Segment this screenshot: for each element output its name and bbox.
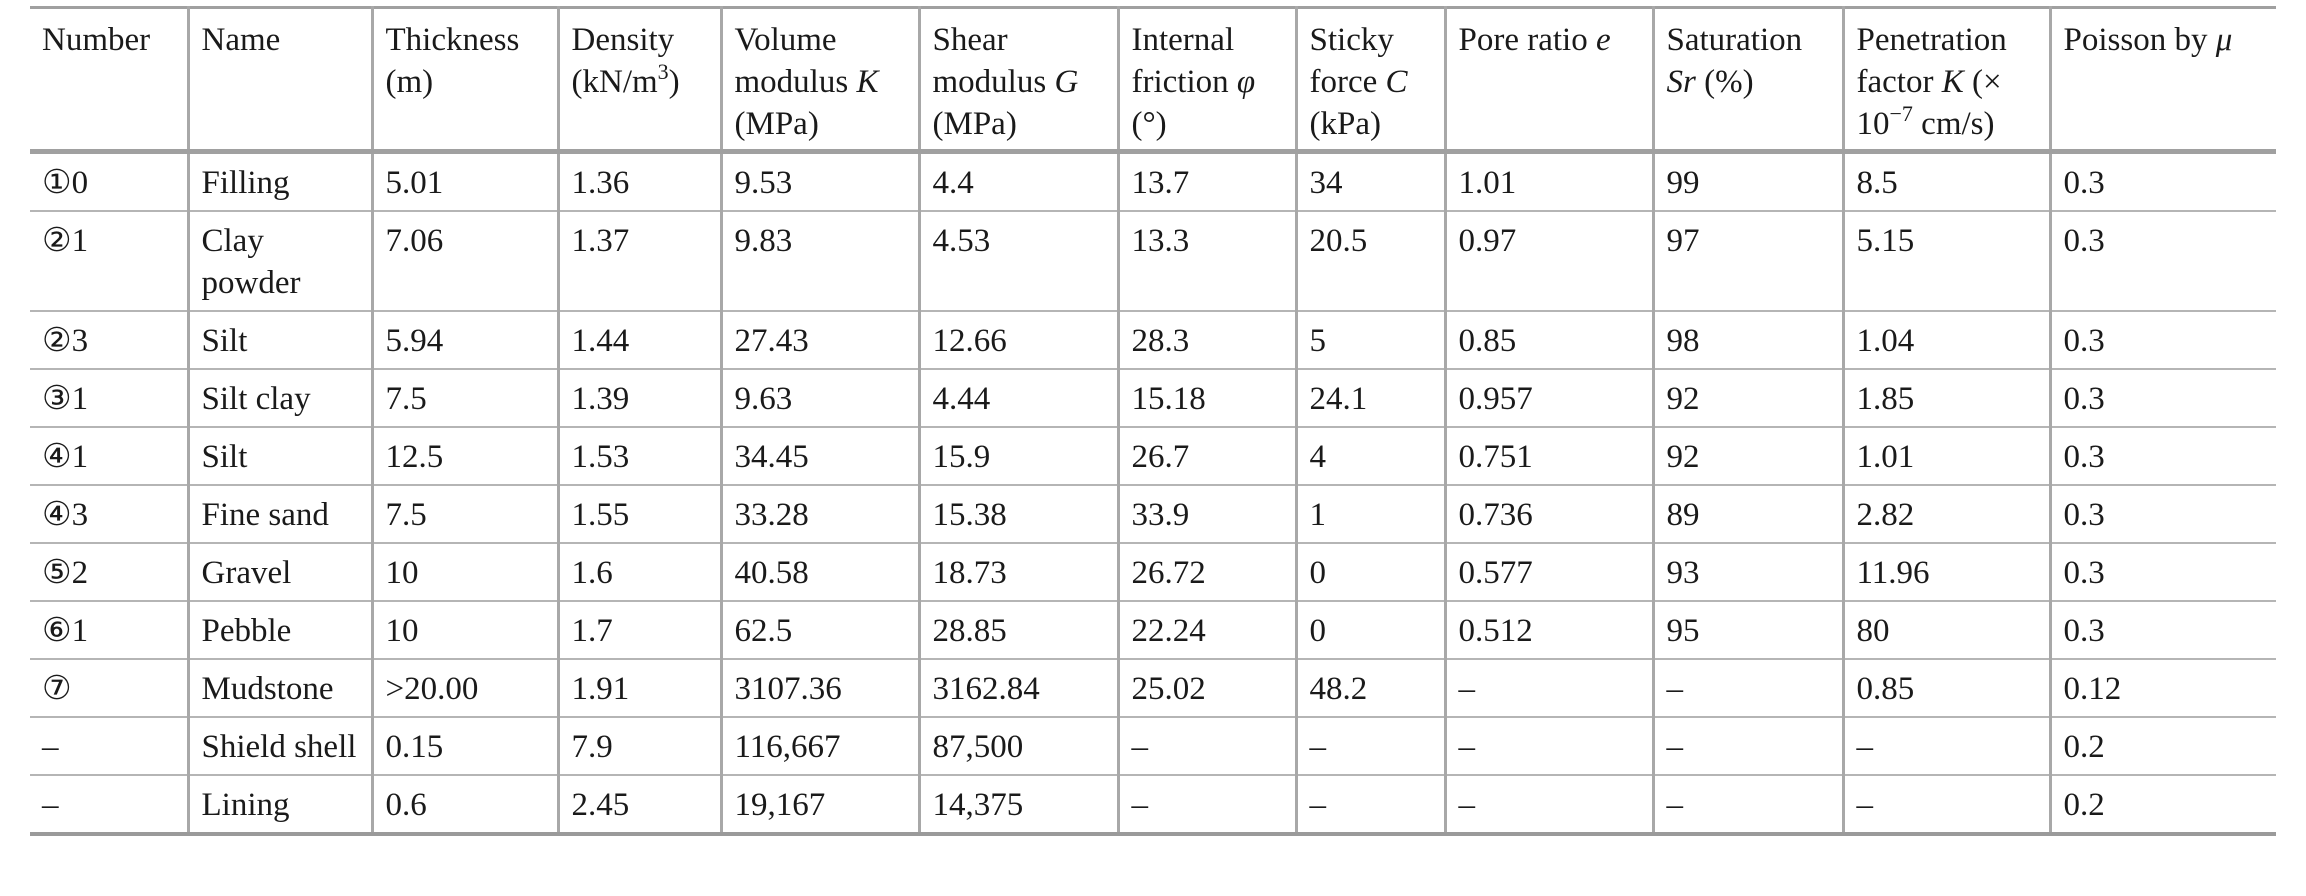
table-row [30,775,2276,834]
table-row [30,485,2276,543]
column-header-penetration-factor [1843,8,2050,152]
column-header-saturation [1653,8,1843,152]
header-text-pre: Name [201,22,281,58]
cell-penetration-factor: 1.85 [1843,369,2050,427]
cell-sticky-force: 5 [1296,311,1445,369]
soil-parameters-table [30,6,2276,836]
header-text-post: (MPa) [932,106,1017,142]
column-header-density [558,8,721,152]
cell-internal-friction: 15.18 [1118,369,1296,427]
cell-thickness: 7.5 [372,485,558,543]
cell-sticky-force: 0 [1296,543,1445,601]
column-header-internal-friction [1118,8,1296,152]
header-text-sup: 3 [657,59,669,84]
cell-pore-ratio: 0.85 [1445,311,1653,369]
cell-saturation: 92 [1653,427,1843,485]
table-row [30,211,2276,311]
cell-number: ④3 [30,485,188,543]
column-header-name [188,8,372,152]
table-body [30,152,2276,835]
column-header-sticky-force [1296,8,1445,152]
cell-number: ⑥1 [30,601,188,659]
cell-internal-friction: – [1118,775,1296,834]
cell-poisson-ratio: 0.3 [2050,311,2276,369]
cell-poisson-ratio: 0.3 [2050,369,2276,427]
cell-density: 1.91 [558,659,721,717]
cell-density: 1.53 [558,427,721,485]
cell-saturation: – [1653,717,1843,775]
header-text-pre: Sticky force [1309,22,1394,100]
cell-sticky-force: 24.1 [1296,369,1445,427]
cell-pore-ratio: 0.512 [1445,601,1653,659]
cell-volume-modulus: 116,667 [721,717,919,775]
header-text-pre: Number [42,22,151,58]
cell-saturation: 98 [1653,311,1843,369]
cell-saturation: 97 [1653,211,1843,311]
header-text-post: (× 10 [1856,64,2002,142]
cell-name: Pebble [188,601,372,659]
cell-shear-modulus: 87,500 [919,717,1118,775]
cell-poisson-ratio: 0.3 [2050,427,2276,485]
cell-thickness: 7.06 [372,211,558,311]
cell-internal-friction: 33.9 [1118,485,1296,543]
cell-number: ②1 [30,211,188,311]
cell-shear-modulus: 12.66 [919,311,1118,369]
cell-volume-modulus: 40.58 [721,543,919,601]
cell-volume-modulus: 9.83 [721,211,919,311]
cell-poisson-ratio: 0.3 [2050,152,2276,212]
cell-saturation: – [1653,775,1843,834]
cell-pore-ratio: 0.751 [1445,427,1653,485]
table-row [30,152,2276,212]
cell-pore-ratio: – [1445,659,1653,717]
cell-thickness: 10 [372,601,558,659]
cell-volume-modulus: 34.45 [721,427,919,485]
table-row [30,543,2276,601]
header-text-pre: Poisson by [2063,22,2216,58]
cell-density: 1.39 [558,369,721,427]
cell-shear-modulus: 4.4 [919,152,1118,212]
cell-density: 1.7 [558,601,721,659]
header-text-post: (%) [1695,64,1754,100]
cell-pore-ratio: 0.577 [1445,543,1653,601]
cell-number: ④1 [30,427,188,485]
column-header-poisson-ratio [2050,8,2276,152]
cell-poisson-ratio: 0.2 [2050,717,2276,775]
cell-density: 2.45 [558,775,721,834]
cell-penetration-factor: 8.5 [1843,152,2050,212]
column-header-shear-modulus [919,8,1118,152]
cell-saturation: 93 [1653,543,1843,601]
cell-internal-friction: 13.3 [1118,211,1296,311]
cell-internal-friction: 26.7 [1118,427,1296,485]
cell-penetration-factor: – [1843,775,2050,834]
column-header-volume-modulus [721,8,919,152]
cell-name: Fine sand [188,485,372,543]
table-row [30,659,2276,717]
cell-sticky-force: – [1296,717,1445,775]
header-text-post: (kPa) [1309,106,1381,142]
cell-sticky-force: 1 [1296,485,1445,543]
cell-volume-modulus: 9.63 [721,369,919,427]
cell-thickness: 12.5 [372,427,558,485]
cell-volume-modulus: 62.5 [721,601,919,659]
cell-penetration-factor: 5.15 [1843,211,2050,311]
cell-number: ①0 [30,152,188,212]
cell-saturation: 89 [1653,485,1843,543]
table-row [30,717,2276,775]
cell-shear-modulus: 15.38 [919,485,1118,543]
header-text-var: K [856,64,879,100]
cell-saturation: 92 [1653,369,1843,427]
cell-name: Shield shell [188,717,372,775]
cell-shear-modulus: 15.9 [919,427,1118,485]
cell-volume-modulus: 3107.36 [721,659,919,717]
table-row [30,427,2276,485]
header-text-pre: Shear modulus [932,22,1055,100]
cell-shear-modulus: 28.85 [919,601,1118,659]
cell-density: 1.6 [558,543,721,601]
cell-saturation: – [1653,659,1843,717]
header-text-pre: Density (kN/m [571,22,675,100]
column-header-thickness [372,8,558,152]
cell-number: – [30,775,188,834]
cell-number: – [30,717,188,775]
header-text-var: K [1941,64,1964,100]
cell-shear-modulus: 18.73 [919,543,1118,601]
cell-penetration-factor: – [1843,717,2050,775]
cell-volume-modulus: 33.28 [721,485,919,543]
cell-name: Filling [188,152,372,212]
cell-internal-friction: 13.7 [1118,152,1296,212]
cell-volume-modulus: 27.43 [721,311,919,369]
header-text-sup: −7 [1889,101,1913,126]
cell-penetration-factor: 2.82 [1843,485,2050,543]
header-text-var: Sr [1666,64,1696,100]
cell-sticky-force: 20.5 [1296,211,1445,311]
header-text-var: μ [2215,22,2233,58]
cell-internal-friction: 28.3 [1118,311,1296,369]
header-text-var: G [1054,64,1079,100]
cell-thickness: 5.01 [372,152,558,212]
cell-poisson-ratio: 0.3 [2050,601,2276,659]
cell-number: ②3 [30,311,188,369]
header-text-pre: Volume modulus [734,22,857,100]
cell-poisson-ratio: 0.3 [2050,485,2276,543]
header-text-post2: cm/s) [1912,106,1995,142]
cell-sticky-force: 0 [1296,601,1445,659]
cell-pore-ratio: 0.97 [1445,211,1653,311]
cell-poisson-ratio: 0.3 [2050,211,2276,311]
cell-internal-friction: – [1118,717,1296,775]
cell-sticky-force: 4 [1296,427,1445,485]
cell-pore-ratio: – [1445,775,1653,834]
header-text-post: (MPa) [734,106,819,142]
header-text-post2: ) [668,64,680,100]
cell-density: 1.36 [558,152,721,212]
cell-pore-ratio: 0.736 [1445,485,1653,543]
table-row [30,369,2276,427]
cell-name: Lining [188,775,372,834]
cell-penetration-factor: 0.85 [1843,659,2050,717]
cell-name: Silt [188,311,372,369]
cell-name: Silt clay [188,369,372,427]
cell-volume-modulus: 19,167 [721,775,919,834]
cell-thickness: 7.5 [372,369,558,427]
header-text-pre: Pore ratio [1458,22,1596,58]
cell-penetration-factor: 80 [1843,601,2050,659]
header-text-post: (°) [1131,106,1167,142]
cell-poisson-ratio: 0.3 [2050,543,2276,601]
header-text-pre: Saturation [1666,22,1803,58]
cell-poisson-ratio: 0.12 [2050,659,2276,717]
cell-shear-modulus: 4.53 [919,211,1118,311]
cell-pore-ratio: 1.01 [1445,152,1653,212]
cell-name: Mudstone [188,659,372,717]
cell-density: 1.55 [558,485,721,543]
cell-name: Clay powder [188,211,372,311]
cell-thickness: >20.00 [372,659,558,717]
cell-penetration-factor: 1.04 [1843,311,2050,369]
cell-name: Gravel [188,543,372,601]
header-text-pre: Thickness (m) [385,22,520,100]
header-text-var: C [1385,64,1408,100]
table-header-row [30,8,2276,152]
cell-number: ⑤2 [30,543,188,601]
cell-internal-friction: 26.72 [1118,543,1296,601]
cell-internal-friction: 25.02 [1118,659,1296,717]
column-header-number [30,8,188,152]
cell-thickness: 0.6 [372,775,558,834]
cell-saturation: 95 [1653,601,1843,659]
header-text-pre: Internal friction [1131,22,1237,100]
cell-shear-modulus: 14,375 [919,775,1118,834]
cell-name: Silt [188,427,372,485]
cell-number: ⑦ [30,659,188,717]
cell-shear-modulus: 4.44 [919,369,1118,427]
cell-sticky-force: 34 [1296,152,1445,212]
cell-pore-ratio: – [1445,717,1653,775]
cell-thickness: 5.94 [372,311,558,369]
header-text-var: e [1595,22,1611,58]
cell-density: 7.9 [558,717,721,775]
cell-saturation: 99 [1653,152,1843,212]
cell-density: 1.44 [558,311,721,369]
column-header-pore-ratio [1445,8,1653,152]
header-text-pre: Penetration factor [1856,22,2007,100]
cell-shear-modulus: 3162.84 [919,659,1118,717]
cell-internal-friction: 22.24 [1118,601,1296,659]
cell-sticky-force: – [1296,775,1445,834]
cell-pore-ratio: 0.957 [1445,369,1653,427]
cell-sticky-force: 48.2 [1296,659,1445,717]
table-row [30,311,2276,369]
cell-poisson-ratio: 0.2 [2050,775,2276,834]
cell-penetration-factor: 11.96 [1843,543,2050,601]
cell-penetration-factor: 1.01 [1843,427,2050,485]
cell-thickness: 0.15 [372,717,558,775]
cell-number: ③1 [30,369,188,427]
cell-volume-modulus: 9.53 [721,152,919,212]
cell-thickness: 10 [372,543,558,601]
header-text-var: φ [1236,64,1256,100]
table-row [30,601,2276,659]
cell-density: 1.37 [558,211,721,311]
